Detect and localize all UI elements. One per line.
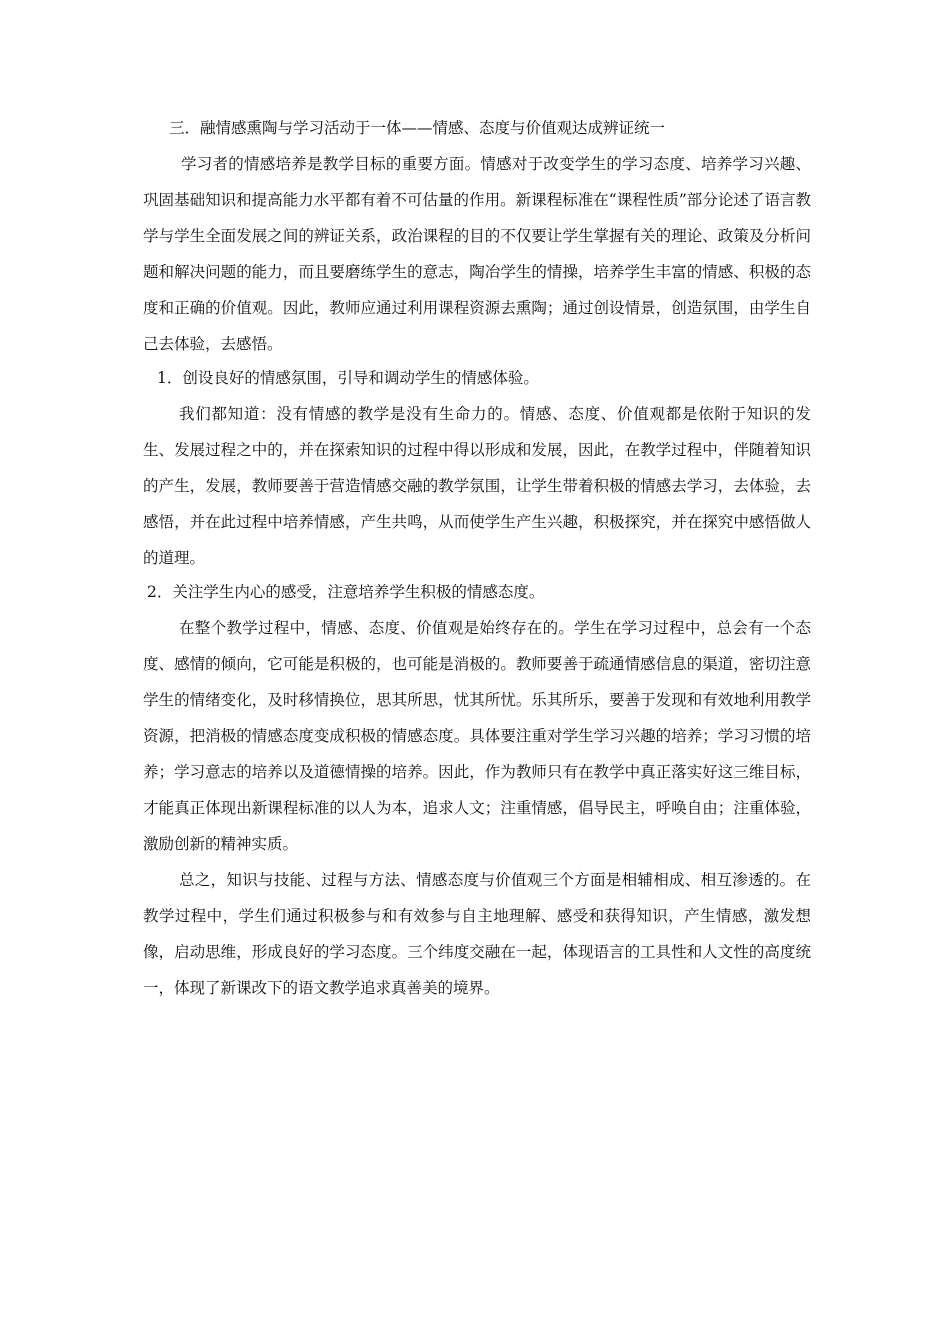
paragraph-1: 我们都知道：没有情感的教学是没有生命力的。情感、态度、价值观都是依附于知识的发生、发展过程之中的，并在探索知识的过程中得以形成和发展，因此，在教学过程中，伴随着知识的产生，发展，教师要善于营造情感交融的教学氛围，让学生带着积极的情感去学习，去体验，去感悟，并在此过程中培养情感，产生共鸣，从而使学生产生兴趣，积极探究，并在探究中感悟做人的道理。	[143, 405, 811, 567]
intro-paragraph: 学习者的情感培养是教学目标的重要方面。情感对于改变学生的学习态度、培养学习兴趣、巩固基础知识和提高能力水平都有着不可估量的作用。新课程标准在“课程性质”部分论述了语言教学与学生全面发展之间的辨证关系，政治课程的目的不仅要让学生掌握有关的理论、政策及分析问题和解决问题的能力，而且要磨练学生的意志，陶冶学生的情操，培养学生丰富的情感、积极的态度和正确的价值观。因此，教师应通过利用课程资源去熏陶；通过创设情景，创造氛围，由学生自己去体验，去感悟。	[143, 155, 811, 353]
paragraph-2: 在整个教学过程中，情感、态度、价值观是始终存在的。学生在学习过程中，总会有一个态度、感情的倾向，它可能是积极的，也可能是消极的。教师要善于疏通情感信息的渠道，密切注意学生的情绪变化，及时移情换位，思其所思，忧其所忧。乐其所乐，要善于发现和有效地利用教学资源，把消极的情感态度变成积极的情感态度。具体要注重对学生学习兴趣的培养；学习习惯的培养；学习意志的培养以及道德情操的培养。因此，作为教师只有在教学中真正落实好这三维目标，才能真正体现出新课程标准的以人为本，追求人文；注重情感，倡导民主，呼唤自由；注重体验，激励创新的精神实质。	[143, 619, 811, 853]
conclusion-paragraph: 总之，知识与技能、过程与方法、情感态度与价值观三个方面是相辅相成、相互渗透的。在教学过程中，学生们通过积极参与和有效参与自主地理解、感受和获得知识，产生情感，激发想像，启动思维，形成良好的学习态度。三个纬度交融在一起，体现语言的工具性和人文性的高度统一，体现了新课改下的语文教学追求真善美的境界。	[143, 871, 811, 997]
subheading-2: 2．关注学生内心的感受，注意培养学生积极的情感态度。	[147, 583, 545, 601]
subheading-1: 1．创设良好的情感氛围，引导和调动学生的情感体验。	[157, 369, 539, 387]
document-body	[143, 116, 811, 1006]
section-heading: 三．融情感熏陶与学习活动于一体——情感、态度与价值观达成辨证统一	[169, 119, 666, 137]
